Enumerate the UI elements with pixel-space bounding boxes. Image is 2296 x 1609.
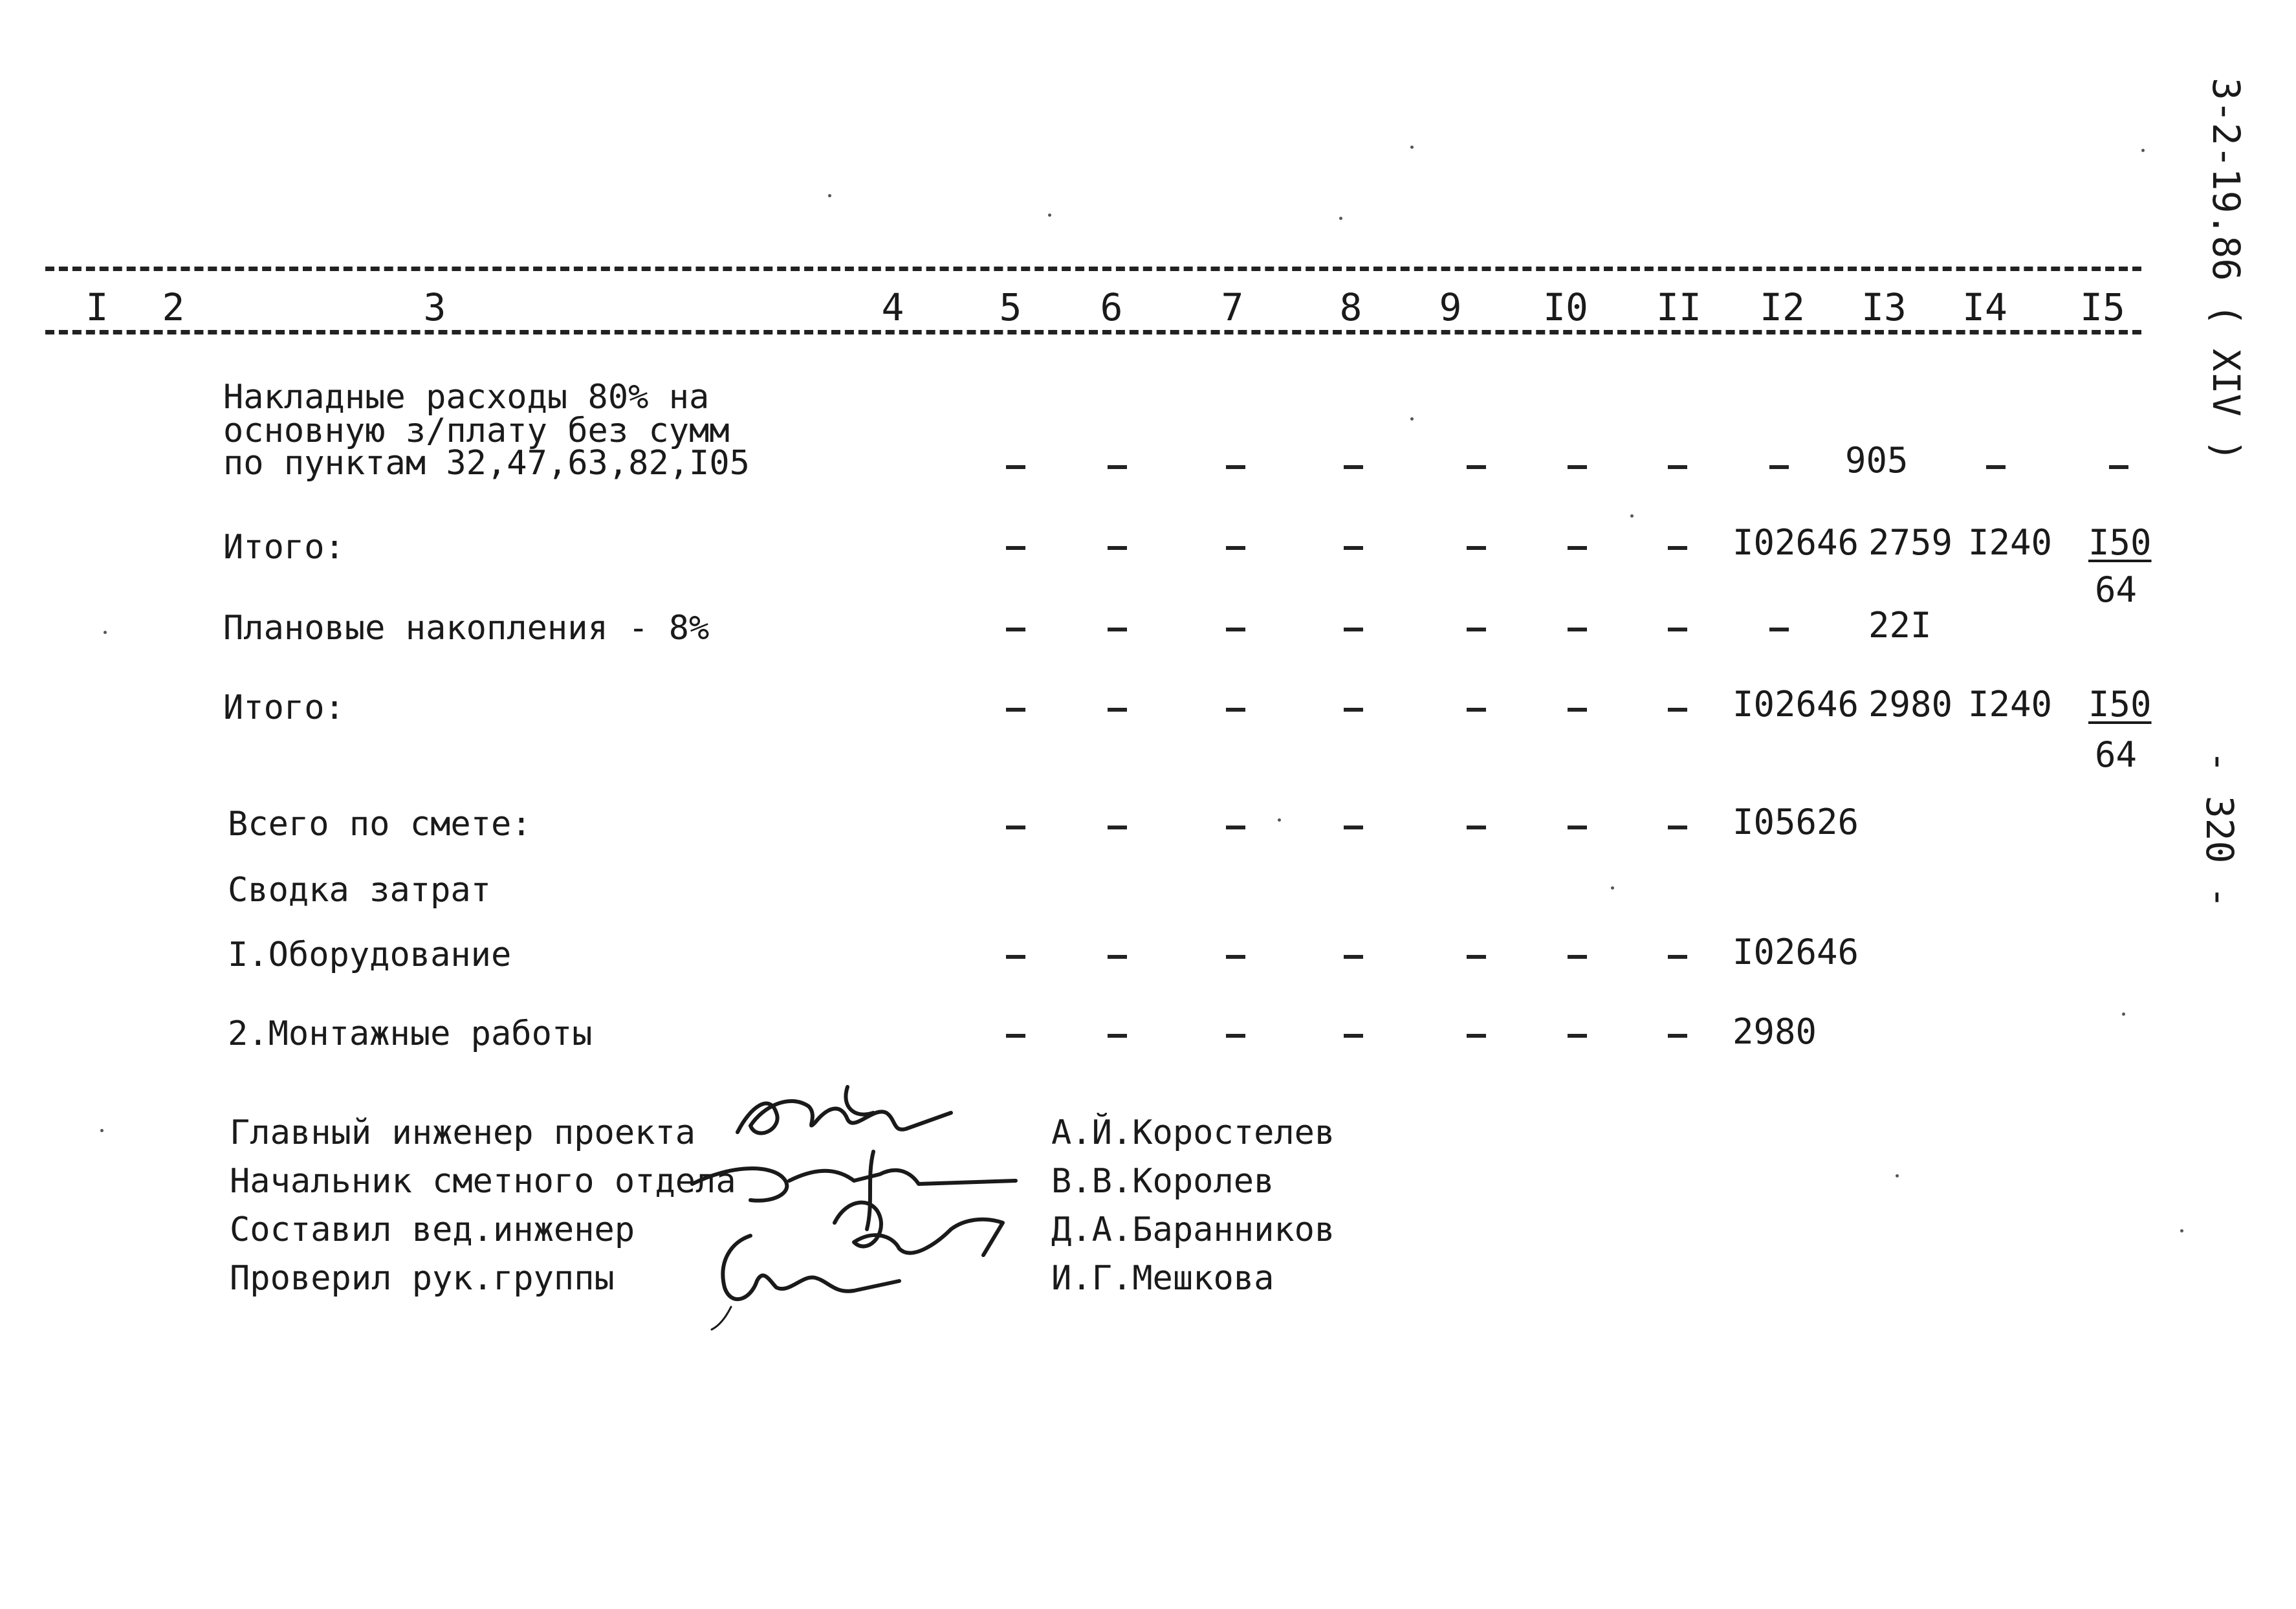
column-header-6: 6 bbox=[1100, 285, 1123, 329]
column-header-10: I0 bbox=[1543, 285, 1588, 329]
row-label: Всего по смете: bbox=[228, 805, 532, 844]
empty-cell-dash bbox=[1568, 546, 1587, 550]
empty-cell-dash bbox=[1108, 465, 1127, 469]
empty-cell-dash bbox=[1006, 628, 1025, 631]
cell-col14: I240 bbox=[1968, 684, 2053, 725]
row-label: 2.Монтажные работы bbox=[228, 1014, 593, 1053]
signature-stroke bbox=[692, 1168, 1016, 1201]
cell-col15-denominator: 64 bbox=[2095, 734, 2137, 775]
empty-cell-dash bbox=[1568, 1034, 1587, 1038]
header-rule-top bbox=[45, 267, 2141, 271]
cell-col13: 2980 bbox=[1868, 684, 1953, 725]
scan-speck bbox=[1611, 886, 1614, 890]
empty-cell-dash bbox=[1769, 465, 1789, 469]
scan-speck bbox=[2141, 149, 2145, 152]
signer-role: Составил вед.инженер bbox=[230, 1210, 635, 1249]
side-document-code: 3-2-19.86 ( XIV ) bbox=[2204, 78, 2248, 462]
column-header-11: II bbox=[1656, 285, 1701, 329]
empty-cell-dash bbox=[1226, 1034, 1245, 1038]
signature-stroke bbox=[723, 1236, 899, 1299]
empty-cell-dash bbox=[1668, 826, 1687, 829]
empty-cell-dash bbox=[1668, 955, 1687, 959]
column-header-9: 9 bbox=[1439, 285, 1462, 329]
empty-cell-dash bbox=[1226, 546, 1245, 550]
signature-stroke bbox=[846, 1087, 873, 1115]
cell-col13: 905 bbox=[1845, 440, 1908, 481]
row-label-line: Накладные расходы 80% на bbox=[223, 378, 710, 417]
scan-speck bbox=[1339, 217, 1342, 220]
empty-cell-dash bbox=[1226, 955, 1245, 959]
cell-col15-numerator: I50 bbox=[2088, 522, 2152, 563]
handwritten-signatures bbox=[679, 1067, 1042, 1339]
empty-cell-dash bbox=[1668, 628, 1687, 631]
empty-cell-dash bbox=[1467, 708, 1486, 712]
row-label: I.Оборудование bbox=[228, 936, 512, 974]
row-label: Итого: bbox=[223, 688, 345, 727]
column-header-7: 7 bbox=[1221, 285, 1244, 329]
column-header-13: I3 bbox=[1861, 285, 1907, 329]
empty-cell-dash bbox=[1108, 708, 1127, 712]
empty-cell-dash bbox=[1006, 826, 1025, 829]
cell-col15-denominator: 64 bbox=[2095, 569, 2137, 610]
empty-cell-dash bbox=[1226, 465, 1245, 469]
row-label-line: по пунктам 32,47,63,82,I05 bbox=[223, 444, 750, 483]
empty-cell-dash bbox=[1568, 955, 1587, 959]
cell-col15-numerator: I50 bbox=[2088, 684, 2152, 725]
scan-speck bbox=[1896, 1174, 1899, 1177]
column-header-15: I5 bbox=[2080, 285, 2125, 329]
empty-cell-dash bbox=[1108, 955, 1127, 959]
section-heading: Сводка затрат bbox=[228, 871, 491, 910]
empty-cell-dash bbox=[1467, 826, 1486, 829]
column-header-8: 8 bbox=[1339, 285, 1362, 329]
empty-cell-dash bbox=[1226, 628, 1245, 631]
empty-cell-dash bbox=[1467, 955, 1486, 959]
empty-cell-dash bbox=[1568, 628, 1587, 631]
empty-cell-dash bbox=[1344, 628, 1363, 631]
empty-cell-dash bbox=[1568, 708, 1587, 712]
signature-stroke bbox=[738, 1101, 951, 1133]
signer-role: Начальник сметного отдела bbox=[230, 1162, 736, 1201]
column-header-4: 4 bbox=[881, 285, 904, 329]
empty-cell-dash bbox=[1226, 826, 1245, 829]
scan-speck bbox=[104, 631, 107, 634]
scan-speck bbox=[1630, 514, 1634, 518]
empty-cell-dash bbox=[1344, 1034, 1363, 1038]
signature-stroke bbox=[867, 1152, 873, 1229]
column-header-12: I2 bbox=[1760, 285, 1805, 329]
header-rule-bottom bbox=[45, 330, 2141, 334]
empty-cell-dash bbox=[1467, 465, 1486, 469]
scan-speck bbox=[1410, 417, 1414, 421]
scan-speck bbox=[2122, 1012, 2125, 1016]
scan-speck bbox=[1048, 213, 1051, 217]
empty-cell-dash bbox=[1568, 465, 1587, 469]
scan-speck bbox=[1410, 146, 1414, 149]
empty-cell-dash bbox=[1986, 465, 2006, 469]
cell-col12: I05626 bbox=[1733, 802, 1859, 842]
signature-stroke bbox=[712, 1307, 731, 1330]
empty-cell-dash bbox=[1006, 546, 1025, 550]
empty-cell-dash bbox=[1108, 1034, 1127, 1038]
empty-cell-dash bbox=[1344, 955, 1363, 959]
empty-cell-dash bbox=[1226, 708, 1245, 712]
column-header-14: I4 bbox=[1962, 285, 2007, 329]
signer-name: В.В.Королев bbox=[1051, 1162, 1274, 1201]
scan-speck bbox=[1278, 818, 1281, 822]
column-header-2: 2 bbox=[162, 285, 185, 329]
cell-col12: I02646 bbox=[1733, 522, 1859, 563]
empty-cell-dash bbox=[1668, 708, 1687, 712]
row-label: Плановые накопления - 8% bbox=[223, 609, 710, 648]
signer-name: И.Г.Мешкова bbox=[1051, 1259, 1274, 1298]
empty-cell-dash bbox=[1668, 1034, 1687, 1038]
empty-cell-dash bbox=[1344, 546, 1363, 550]
column-header-3: 3 bbox=[423, 285, 446, 329]
empty-cell-dash bbox=[1467, 1034, 1486, 1038]
empty-cell-dash bbox=[1769, 628, 1789, 631]
empty-cell-dash bbox=[1467, 628, 1486, 631]
empty-cell-dash bbox=[1108, 628, 1127, 631]
empty-cell-dash bbox=[1006, 708, 1025, 712]
empty-cell-dash bbox=[1668, 465, 1687, 469]
scan-speck bbox=[828, 194, 831, 197]
row-label: Итого: bbox=[223, 528, 345, 567]
empty-cell-dash bbox=[1006, 1034, 1025, 1038]
signature-stroke bbox=[835, 1203, 1003, 1255]
scan-speck bbox=[2180, 1229, 2183, 1232]
cell-col13: 2759 bbox=[1868, 522, 1953, 563]
cell-col12: 2980 bbox=[1733, 1011, 1817, 1052]
empty-cell-dash bbox=[2109, 465, 2128, 469]
page-number: - 320 - bbox=[2198, 750, 2242, 909]
empty-cell-dash bbox=[1344, 826, 1363, 829]
empty-cell-dash bbox=[1108, 546, 1127, 550]
cell-col14: I240 bbox=[1968, 522, 2053, 563]
signer-name: А.Й.Коростелев bbox=[1051, 1113, 1335, 1152]
empty-cell-dash bbox=[1108, 826, 1127, 829]
cell-col12: I02646 bbox=[1733, 684, 1859, 725]
column-header-1: I bbox=[85, 285, 109, 329]
empty-cell-dash bbox=[1344, 465, 1363, 469]
empty-cell-dash bbox=[1006, 955, 1025, 959]
cell-col12: I02646 bbox=[1733, 932, 1859, 972]
empty-cell-dash bbox=[1467, 546, 1486, 550]
empty-cell-dash bbox=[1006, 465, 1025, 469]
column-header-5: 5 bbox=[999, 285, 1022, 329]
signer-name: Д.А.Баранников bbox=[1051, 1210, 1335, 1249]
scan-speck bbox=[100, 1129, 104, 1132]
signer-role: Проверил рук.группы bbox=[230, 1259, 615, 1298]
row-label-line: основную з/плату без сумм bbox=[223, 411, 730, 450]
empty-cell-dash bbox=[1568, 826, 1587, 829]
cell-col13: 22I bbox=[1868, 605, 1932, 646]
signer-role: Главный инженер проекта bbox=[230, 1113, 696, 1152]
empty-cell-dash bbox=[1344, 708, 1363, 712]
empty-cell-dash bbox=[1668, 546, 1687, 550]
